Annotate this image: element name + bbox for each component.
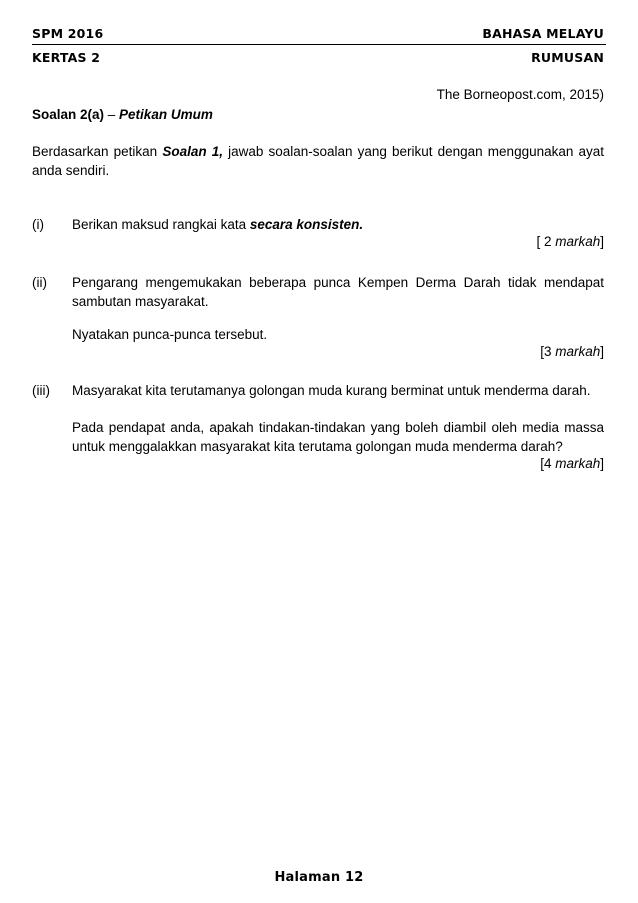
marks-close: ] (600, 234, 604, 249)
marks-word: markah (555, 234, 601, 249)
question-number: (iii) (32, 383, 50, 398)
header-topic: RUMUSAN (531, 50, 604, 65)
question-number: (ii) (32, 275, 47, 290)
header-paper: KERTAS 2 (32, 50, 101, 65)
page-number: Halaman 12 (274, 870, 364, 885)
instruction-line-2: anda sendiri. (32, 163, 110, 178)
question-number: (i) (32, 217, 44, 232)
instruction-emphasis: Soalan 1, (162, 144, 223, 159)
section-label: Soalan 2(a) (32, 107, 105, 122)
question-marks (540, 344, 604, 359)
question-text-part: Berikan maksud rangkai kata (72, 217, 250, 232)
marks-open: [3 (540, 344, 556, 359)
question-text-line: Masyarakat kita terutamanya golongan muda kurang berminat untuk menderma darah. (72, 383, 591, 398)
marks-close: ] (600, 344, 604, 359)
question-text-line: Nyatakan punca-punca tersebut. (72, 327, 268, 342)
marks-open: [4 (540, 456, 556, 471)
header-subject-year: SPM 2016 (32, 26, 104, 41)
question-emphasis: secara konsisten. (249, 217, 364, 232)
question-text-line: Pada pendapat anda, apakah tindakan-tindakan yang boleh diambil oleh media massa (72, 420, 604, 435)
question-marks (536, 234, 604, 249)
question-text-line: Pengarang mengemukakan beberapa punca Kempen Derma Darah tidak mendapat (72, 275, 604, 290)
source-note: The Borneopost.com, 2015) (436, 87, 604, 102)
question-text-line: sambutan masyarakat. (72, 294, 209, 309)
marks-word: markah (555, 344, 601, 359)
instruction-text: Berdasarkan petikan (32, 144, 163, 159)
marks-open: [ 2 (536, 234, 556, 249)
header-subject-name: BAHASA MELAYU (482, 26, 604, 41)
section-heading (32, 105, 213, 124)
marks-word: markah (555, 456, 601, 471)
question-marks (540, 456, 604, 471)
section-title: Petikan Umum (119, 107, 213, 122)
question-text (72, 215, 363, 234)
question-text-line: untuk menggalakkan masyarakat kita terutama golongan muda menderma darah? (72, 439, 563, 454)
instruction-line-1 (32, 142, 604, 161)
marks-close: ] (600, 456, 604, 471)
instruction-text-after: jawab soalan-soalan yang berikut dengan menggunakan ayat (222, 144, 605, 159)
header-divider (32, 44, 606, 45)
section-dash: – (104, 107, 120, 122)
